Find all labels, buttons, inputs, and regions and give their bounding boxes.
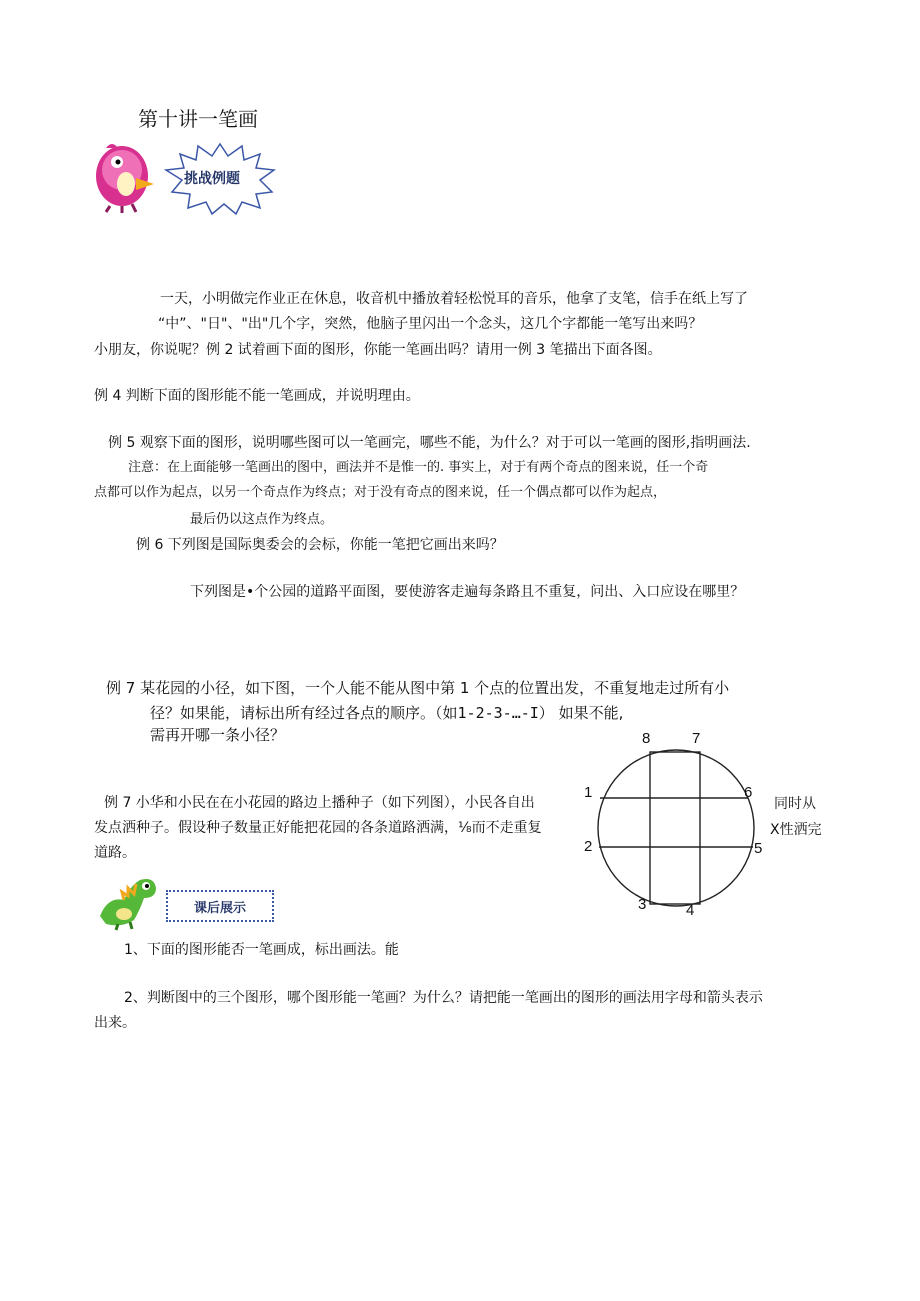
homework-2-line-2: 出来。 — [94, 1015, 136, 1031]
point-label-8: 8 — [642, 730, 651, 747]
intro-line-3: 小朋友，你说呢？例 2 试着画下面的图形，你能一笔画出吗？请用一例 3 笔描出下面各图。 — [94, 342, 662, 358]
homework-2-line-1: 2、判断图中的三个图形，哪个图形能一笔画？为什么？请把能一笔画出的图形的画法用字母和箭头表示 — [124, 990, 763, 1006]
park-question: 下列图是•个公园的道路平面图，要使游客走遍每条路且不重复，问出、入口应设在哪里？ — [190, 584, 745, 600]
intro-line-2: “中”、"日"、"出"几个字，突然，他脑子里闪出一个念头，这几个字都能一笔写出来吗？ — [158, 316, 703, 332]
dinosaur-mascot — [94, 866, 160, 932]
point-label-5: 5 — [754, 840, 763, 857]
garden-circle — [598, 750, 754, 906]
note-line-1: 注意：在上面能够一笔画出的图中，画法并不是惟一的. 事实上，对于有两个奇点的图来说，任一个奇 — [128, 460, 709, 475]
after-class-badge — [166, 890, 274, 922]
dinosaur-icon — [94, 866, 160, 932]
garden-path-diagram — [576, 726, 776, 922]
challenge-badge-label: 挑战例题 — [184, 171, 240, 187]
challenge-header — [92, 140, 292, 215]
central-path-rect — [650, 752, 700, 904]
example-7a-line-2-prefix: 径？如果能，请标出所有经过各点的顺序。（如 — [150, 704, 458, 722]
point-label-6: 6 — [744, 784, 753, 801]
intro-line-1: 一天，小明做完作业正在休息，收音机中播放着轻松悦耳的音乐，他拿了支笔，信手在纸上写了 — [160, 291, 748, 307]
point-label-4: 4 — [686, 902, 695, 919]
note-line-3: 最后仍以这点作为终点。 — [190, 512, 334, 527]
example-6: 例 6 下列图是国际奥委会的会标，你能一笔把它画出来吗？ — [136, 537, 504, 553]
point-label-3: 3 — [638, 896, 647, 913]
example-7a-line-3: 需再开哪一条小径？ — [150, 726, 286, 744]
homework-1: 1、下面的图形能否一笔画成，标出画法。能 — [124, 942, 399, 958]
example-7b-right-2: X性洒完 — [770, 822, 822, 838]
example-7a-line-2-suffix: 如果不能, — [558, 704, 624, 722]
point-label-2: 2 — [584, 838, 593, 855]
example-4: 例 4 判断下面的图形能不能一笔画成，并说明理由。 — [94, 388, 420, 404]
garden-path-figure — [576, 726, 776, 922]
example-5: 例 5 观察下面的图形，说明哪些图可以一笔画完，哪些不能，为什么？对于可以一笔画的图形,指明画法. — [108, 435, 751, 451]
note-line-2: 点都可以作为起点，以另一个奇点作为终点；对于没有奇点的图来说，任一个偶点都可以作为起点， — [94, 485, 667, 500]
example-7b-line-1: 例 7 小华和小民在在小花园的路边上播种子（如下列图），小民各自出 — [104, 795, 535, 811]
point-label-7: 7 — [692, 730, 701, 747]
example-7b-line-3: 道路。 — [94, 845, 136, 861]
example-7b-line-2: 发点洒种子。假设种子数量正好能把花园的各条道路洒满，⅛而不走重复 — [94, 820, 542, 836]
example-7a-sequence: 1-2-3-…-I） — [457, 704, 554, 722]
example-7a-line-2 — [150, 702, 623, 724]
example-7a-line-1: 例 7 某花园的小径，如下图，一个人能不能从图中第 1 个点的位置出发，不重复地走过所有小 — [106, 679, 730, 697]
after-class-badge-label: 课后展示 — [193, 900, 246, 916]
point-label-1: 1 — [584, 784, 593, 801]
page-title: 第十讲一笔画 — [138, 107, 258, 131]
example-7b-right-1: 同时从 — [774, 796, 816, 812]
